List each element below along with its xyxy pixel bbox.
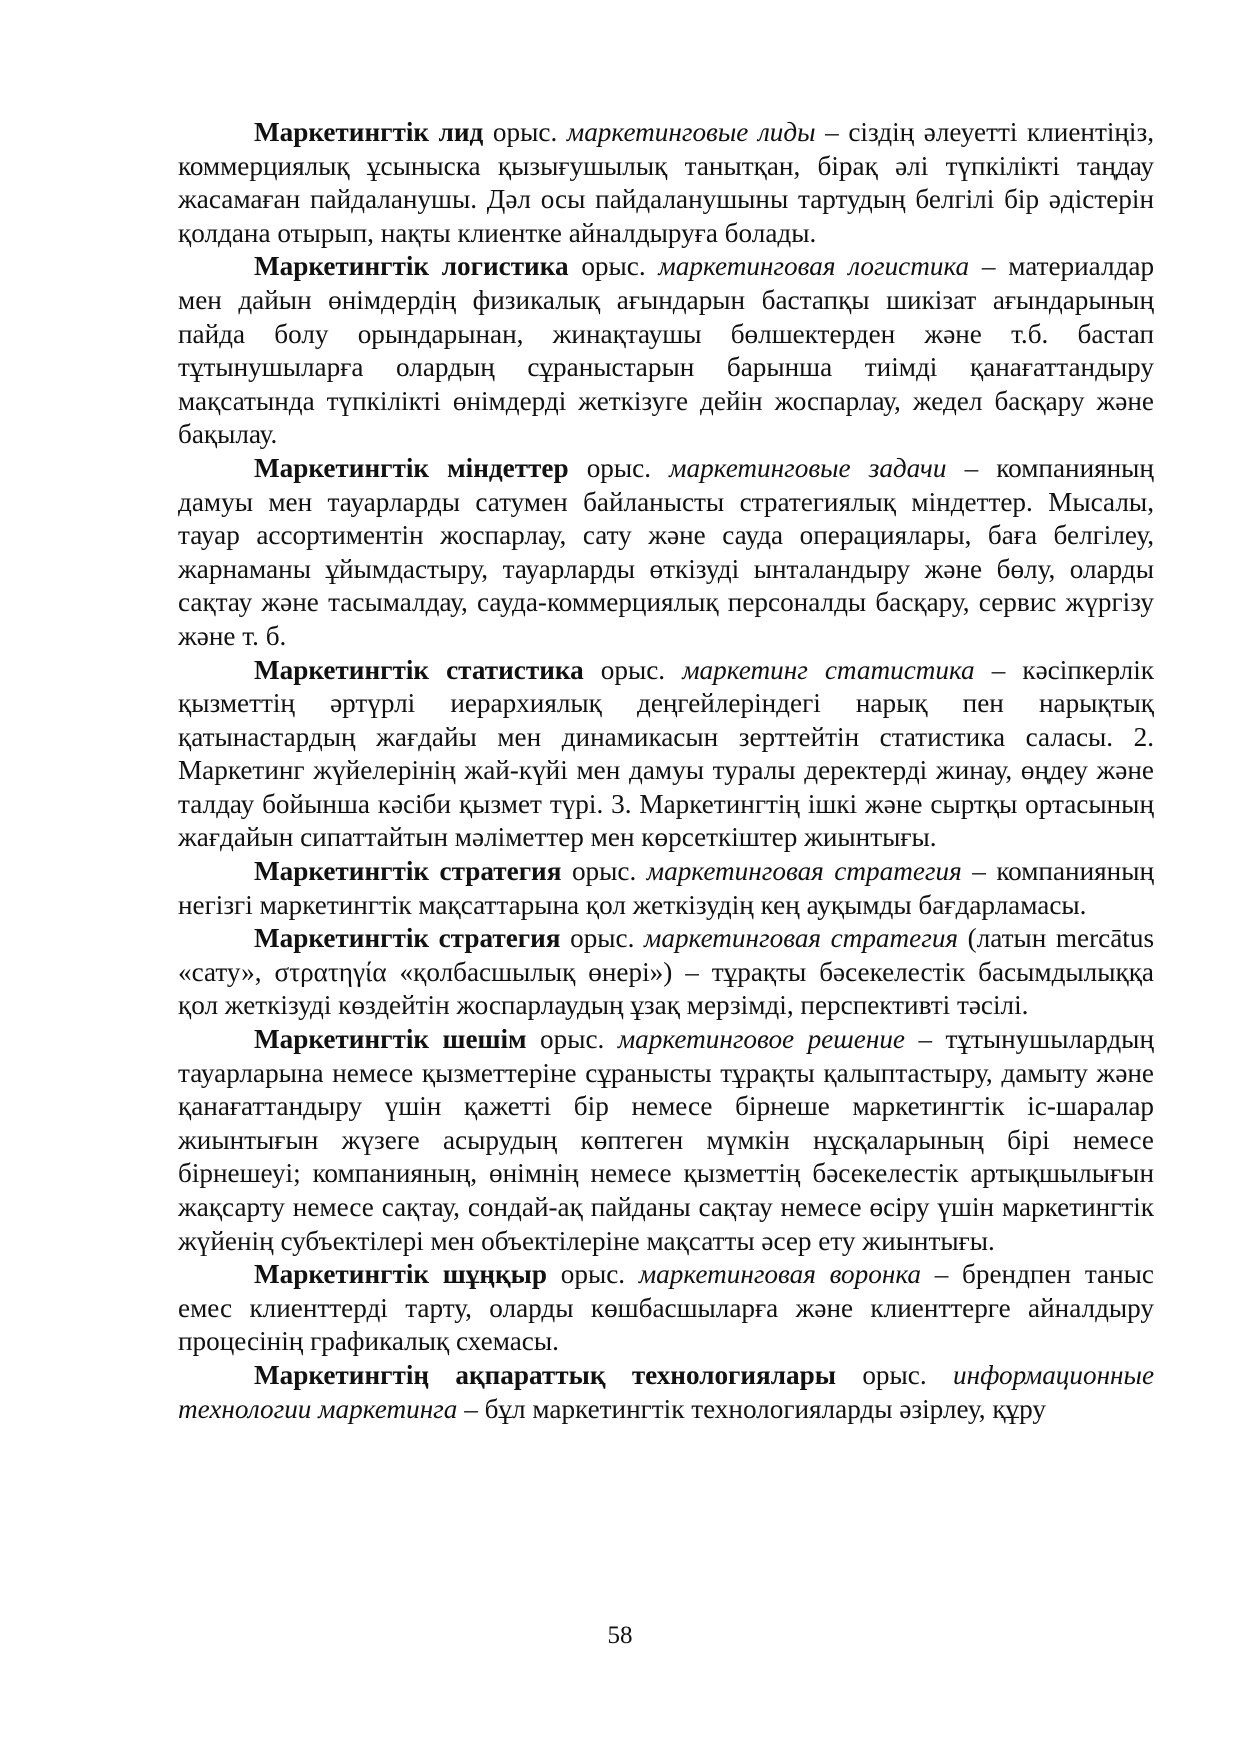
entry-definition: (латын mercātus «сату», στρατηγία «қолбасшылық өнері») – тұрақты бәсекелестік басымдылыққа қол жеткізуді көздейтін жоспарлаудың ұзақ мерзімді, перспективті тәсілі. [178,923,1155,1021]
entry-term: Маркетингтің ақпараттық технологиялары [254,1359,836,1390]
entry-term: Маркетингтік лид [254,117,484,147]
entry-language-marker: орыс. [570,923,635,954]
entry-language-marker: орыс. [862,1359,927,1390]
glossary-entry [178,452,1154,654]
glossary-entry [178,1258,1154,1359]
entry-language-marker: орыс. [571,856,637,887]
entry-language-marker: орыс. [581,251,646,282]
glossary-entry [178,1359,1154,1426]
glossary-entry [178,250,1154,452]
entry-russian-term: маркетинговое решение [617,1024,905,1055]
entry-language-marker: орыс. [560,1259,626,1290]
entry-russian-term: информационные технологии маркетинга [178,1359,1155,1424]
entry-definition: – бұл маркетингтік технологияларды әзірлеу, құру [464,1393,1046,1424]
glossary-entry [178,654,1154,856]
entry-russian-term: маркетинг статистика [682,654,975,685]
glossary-entry [178,855,1154,922]
entry-russian-term: маркетинговая стратегия [646,856,962,887]
entry-language-marker: орыс. [600,654,666,685]
page-number: 58 [607,1622,633,1649]
glossary-entry [178,922,1154,1023]
entry-definition: – кәсіпкерлік қызметтің әртүрлі иерархиялық деңгейлеріндегі нарық пен нарықтық қатынастардың жағдайы мен динамикасын зерттейтін статистика саласы. 2. Маркетинг жүйелерінің жай-күйі мен дамуы туралы деректерді жинау, өңдеу және талдау бойынша кәсіби қызмет түрі. 3. Маркетингтің ішкі және сыртқы ортасының жағдайын сипаттайтын мәліметтер мен көрсеткіштер жиынтығы. [178,654,1155,853]
glossary-entry [178,116,1154,250]
entry-language-marker: орыс. [492,117,558,147]
entry-term: Маркетингтік стратегия [254,923,561,954]
glossary-text [178,116,1154,1426]
entry-term: Маркетингтік міндеттер [254,452,569,483]
entry-definition: – тұтынушылардың тауарларына немесе қызметтеріне сұранысты тұрақты қалыптастыру, дамыту және қанағаттандыру үшін қажетті бір немесе бірнеше маркетингтік іс-шаралар жиынтығын жүзеге асырудың көптеген мүмкін нұсқаларының бірі немесе бірнешеуі; компанияның, өнімнің немесе қызметтің бәсекелестік артықшылығын жақсарту немесе сақтау, сондай-ақ пайданы сақтау немесе өсіру үшін маркетингтік жүйенің субъектілері мен объектілеріне мақсатты әсер ету жиынтығы. [178,1024,1154,1256]
entry-definition: – брендпен таныс емес клиенттерді тарту, оларды көшбасшыларға және клиенттерге айналдыру процесінің графикалық схемасы. [178,1259,1155,1357]
entry-term: Маркетингтік шешім [254,1024,527,1055]
entry-russian-term: маркетинговая воронка [638,1259,921,1290]
entry-language-marker: орыс. [586,452,652,483]
glossary-entry [178,1023,1154,1258]
entry-definition: – компанияның негізгі маркетингтік мақсаттарына қол жеткізудің кең ауқымды бағдарламасы. [178,856,1155,920]
entry-term: Маркетингтік стратегия [254,856,562,887]
entry-russian-term: маркетинговые лиды [566,117,816,147]
entry-term: Маркетингтік логистика [254,251,569,282]
entry-term: Маркетингтік статистика [254,654,584,685]
entry-russian-term: маркетинговая стратегия [644,923,959,954]
entry-definition: – компанияның дамуы мен тауарларды сатумен байланысты стратегиялық міндеттер. Мысалы, тауар ассортиментін жоспарлау, сату және сауда операциялары, баға белгілеу, жарнаманы ұйымдастыру, тауарларды өткізуді ынталандыру және бөлу, оларды сақтау және тасымалдау, сауда-коммерциялық персоналды басқару, сервис жүргізу және т. б. [178,452,1154,651]
entry-term: Маркетингтік шұңқыр [254,1259,547,1290]
entry-russian-term: маркетинговая логистика [658,251,970,282]
entry-language-marker: орыс. [540,1024,605,1055]
entry-definition: – сіздің әлеуетті клиентіңіз, коммерциялық ұсыныска қызығушылық танытқан, бірақ әлі түпкілікті таңдау жасамаған пайдаланушы. Дәл осы пайдаланушыны тартудың белгілі бір әдістерін қолдана отырып, нақты клиентке айналдыруға болады. [178,117,1155,248]
entry-russian-term: маркетинговые задачи [669,452,947,483]
entry-definition: – материалдар мен дайын өнімдердің физикалық ағындарын бастапқы шикізат ағындарының пайда болу орындарынан, жинақтаушы бөлшектерден және т.б. бастап тұтынушыларға олардың сұраныстарын барынша тиімді қанағаттандыру мақсатында түпкілікті өнімдерді жеткізуге дейін жоспарлау, жедел басқару және бақылау. [178,251,1155,450]
